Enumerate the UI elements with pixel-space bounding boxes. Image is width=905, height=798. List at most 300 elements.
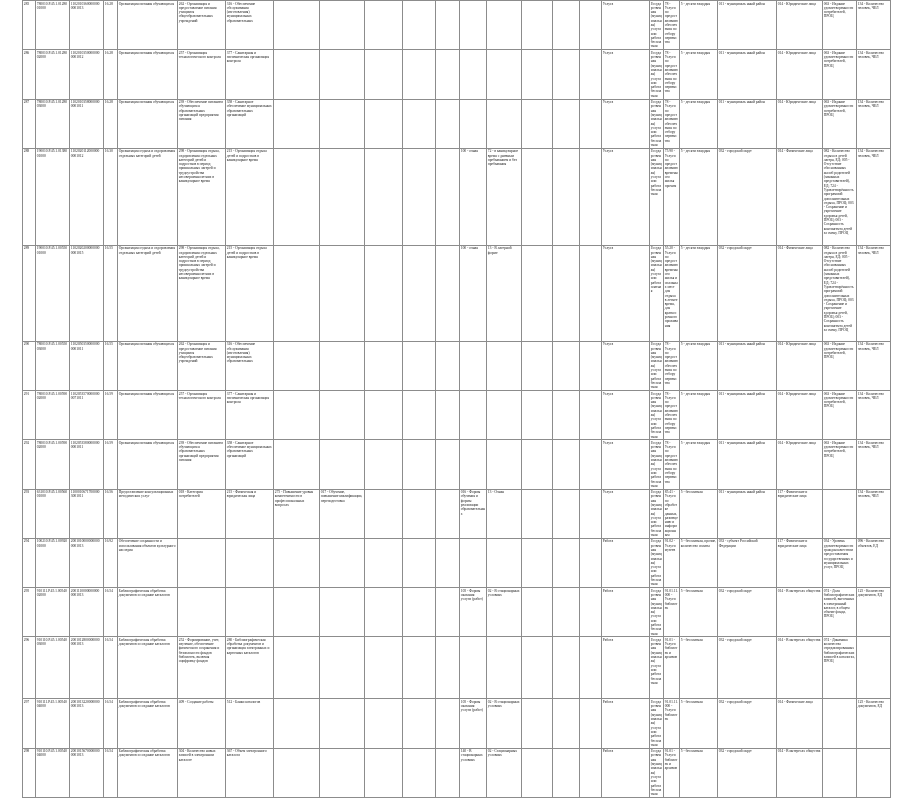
table-cell: 100210.Р.45.1.00920 01000 [36,538,70,587]
table-cell [320,588,365,637]
table-cell [403,489,436,538]
table-cell: 262 - Организация и предоставление питания учащимся общеобразовательных учреждений [178,341,226,390]
table-cell: 1102010350000000 0001012 [70,50,104,99]
table-cell: 16.54 [104,699,118,748]
table-cell [320,699,365,748]
table-cell [522,50,553,99]
table-cell: 257 - Организация технологического контроля [178,50,226,99]
table-cell: Услуга [602,50,650,99]
table-cell: 011 - муниципаль нный район [718,440,777,489]
table-cell: 91.01.11.000 - Услуги библиотек [664,588,680,637]
table-cell: Государственная (муниципальная) услуга или работа бесплатная [650,490,662,538]
table-cell [460,50,487,99]
table-cell: 16.28 [104,1,118,50]
table-row [23,637,891,699]
table-cell [522,748,553,797]
table-cell: 014 - Юридические лица [777,341,823,390]
table-cell [274,391,320,440]
table-cell: 292 [23,440,36,489]
table-cell: 5 - десяти ежиддня [680,1,718,50]
table-cell: 125 - Количество документов, ЕД [857,699,891,748]
table-cell: 298 [23,748,36,797]
table-cell: 190010.Р.45.1.01380 01000 [36,148,70,245]
table-cell [403,538,436,587]
table-cell [460,341,487,390]
table-cell [522,699,553,748]
table-cell: 16.59 [104,440,118,489]
table-cell [274,748,320,797]
table-cell [580,637,602,699]
table-cell [320,637,365,699]
table-cell: Работа [602,637,650,699]
table-cell [226,588,274,637]
table-cell [436,440,460,489]
table-cell [403,391,436,440]
registry-sheet [22,0,891,797]
table-cell: 1102053580000000 0001011 [70,440,104,489]
table-cell: 16.56 [104,489,118,538]
table-cell [580,1,602,50]
table-cell: 358 - Санитарное обеспечение муниципальных образовательных организаций [226,99,274,148]
table-row [23,148,891,245]
table-cell: 91.01.11.000 - Услуги библиотек [664,699,680,748]
table-cell: 1100010671700000 3001011 [70,489,104,538]
table-cell: 286 [23,50,36,99]
table-cell: Организация отдыха и оздоровления отдельных категорий детей [118,148,178,245]
table-cell: 134 - Количество человек, ЧЕЛ [857,489,891,538]
table-cell: 5 - десяти ежиддня [680,148,718,245]
table-cell: 293 [23,489,36,538]
table-row [23,391,891,440]
table-cell: Организация отдыха и оздоровления отдельных категорий детей [118,245,178,341]
table-cell: 014 - Физические лица [777,245,823,341]
table-cell [857,637,891,699]
table-cell [436,50,460,99]
table-cell: 032 - городской округ [718,148,777,245]
table-cell [365,637,403,699]
table-cell: 85.41 - Услуги по обработке данных, размещению и информационным [664,490,678,538]
table-cell [226,538,274,587]
table-cell: 1102010360000000 0001013 [70,1,104,50]
table-cell: 72 - в каникулярное время с дневным пребыванием и без пребывания [487,148,522,245]
table-cell: 5 - бесплатная [680,699,718,748]
table-cell [580,699,602,748]
table-row [23,440,891,489]
table-cell: Организация питания обучающихся [118,440,178,489]
table-cell: 032 - городской округ [718,699,777,748]
table-cell: 215 - Организация отдыха детей и подростков в каникулярное время [226,245,274,341]
table-cell: 910111.Р.45.1.00540 02000 [36,588,70,637]
table-cell: Государственная (муниципальная) услуга или работа бесплатная [650,342,662,390]
table-cell [365,588,403,637]
table-cell: 014 - Юридические лица [777,391,823,440]
table-cell [553,489,580,538]
table-cell: 105 - Формы оказания услуги (работ) [460,588,487,637]
table-cell: 910111.Р.45.1.00540 04000 [36,699,70,748]
table-cell [580,588,602,637]
table-cell [365,148,403,245]
table-cell: 096 - Количество объектов, ЕД [857,538,891,587]
table-cell [403,1,436,50]
table-cell: 011 - муниципаль нный район [718,341,777,390]
table-cell: 011 - муниципаль нный район [718,50,777,99]
table-cell [320,440,365,489]
table-cell: Библиографическая обработка документов и создание каталогов [118,637,178,699]
table-cell: 2001012800000000 0001013 [70,637,104,699]
table-cell [460,637,487,699]
table-cell: 033 - субъект Российской Федерации [718,538,777,587]
table-cell: Услуга [602,245,650,341]
table-cell [365,341,403,390]
table-cell: Государственная (муниципальная) услуга или работа бесплатная [650,50,662,98]
table-row [23,489,891,538]
table-row [23,588,891,637]
table-cell: Государственная (муниципальная) услуга или работа бесплатная [650,1,662,49]
table-cell: 78 - Услуги по предоставлению обеспечения по отбору первенства [664,99,680,148]
table-cell [274,538,320,587]
table-cell [553,391,580,440]
table-cell [365,391,403,440]
table-cell: 298 - Организация отдыха, оздоровления отдельных категорий детей и подростков в период пришкольных лагерей и трудоустройства несовершеннолетних в каникулярное время [178,148,226,245]
table-cell [460,99,487,148]
table-cell: 91.01 - Услуги библиотек и архивов [664,748,680,797]
table-cell: 215 - Физическая и юридическая лица [226,489,274,538]
table-cell [403,440,436,489]
table-cell: 275 - Повышение уровня компетентности в профессиональных вопросах [274,489,320,538]
table-cell [365,538,403,587]
table-cell: Предоставление консультационных методических услуг [118,489,178,538]
table-cell: 215 - Организация отдыха детей и подростков в каникулярное время [226,148,274,245]
table-cell: 063 - Издание удовлетворенности потребителей, ПРОЦ [823,391,857,440]
table-cell [320,50,365,99]
table-cell: Услуга [602,489,650,538]
table-cell: 296 [23,637,36,699]
table-cell [522,245,553,341]
table-cell: 074 - Динамика количества отредактированных библиографических записей в каталогах, ПРОЦ [823,637,857,699]
table-cell [365,245,403,341]
table-cell: 78 - Услуги по предоставлению обеспечения по отбору первенства [664,391,680,440]
table-cell: 1102053570000000 0071011 [70,391,104,440]
table-cell: 2001013220000000 0001013 [70,699,104,748]
table-cell [436,341,460,390]
table-cell: 5 - бесплатная [680,489,718,538]
table-cell: 014 - Физические лица [777,148,823,245]
table-cell [553,50,580,99]
table-cell: 117 - Физические и юридические лица [777,489,823,538]
table-cell [274,50,320,99]
table-cell [487,391,522,440]
table-cell [320,538,365,587]
table-cell: 134 - Количество человек, ЧЕЛ [857,148,891,245]
table-cell: 16.59 [104,391,118,440]
table-cell [487,50,522,99]
table-cell: 014 - В интересах общества [777,748,823,797]
table-cell: 2001015670000000 0001013 [70,748,104,797]
table-cell: 780010.Р.45.1.00590 02000 [36,391,70,440]
table-cell: Услуга [602,148,650,245]
table-cell [487,637,522,699]
table-cell: 910110.Р.45.1.00540 04000 [36,748,70,797]
table-cell [580,440,602,489]
table-cell [274,1,320,50]
table-cell [522,588,553,637]
table-cell: Организация питания обучающихся [118,1,178,50]
table-cell: Обеспечение сохранности и использования объектов культурного наследия [118,538,178,587]
table-cell: 5 - десяти ежиддня [680,391,718,440]
table-cell: Государственная (муниципальная) услуга или работа бесплатная [650,391,662,439]
table-cell: 063 - Издание удовлетворенности потребителей, ПРОЦ [823,50,857,99]
table-cell: Услуга [602,341,650,390]
table-cell [436,489,460,538]
table-row [23,748,891,797]
table-cell [522,99,553,148]
table-cell [274,699,320,748]
table-cell: 016 - Формы обучения и формы реализации образовательных [460,489,487,538]
table-cell: 032 - городской округ [718,748,777,797]
table-cell: Библиографическая обработка документов и создание каталогов [118,588,178,637]
table-cell [522,440,553,489]
registry-table-body [23,1,891,798]
table-cell: Государственная (муниципальная) услуга или работа бесплатная [650,539,662,587]
table-cell: 034 - Уровень удовлетворенности граждан качеством предоставления государственных и муниципальных услуг, ПРОЦ [823,538,857,587]
table-cell: 063 - Издание удовлетворенности потребителей, ПРОЦ [823,1,857,50]
table-cell [178,538,226,587]
table-cell: 5 - десяти ежиддня [680,440,718,489]
table-cell [580,148,602,245]
table-cell: 16.92 [104,538,118,587]
table-cell [553,440,580,489]
table-cell: 316 - Обеспечение обслуживания (изготовления) муниципальных образовательных [226,1,274,50]
table-cell [320,99,365,148]
table-cell [274,148,320,245]
table-cell: 16.30 [104,148,118,245]
table-cell: 297 [23,699,36,748]
table-cell: 287 [23,99,36,148]
table-cell: 5 - бесплатная [680,588,718,637]
table-cell: 02 - В стационарных условиях [487,588,522,637]
table-cell [522,341,553,390]
table-cell: 063 - Издание удовлетворенности потребителей, ПРОЦ [823,440,857,489]
table-cell [553,341,580,390]
table-cell [178,588,226,637]
table-cell: 1102020112000000 0001012 [70,148,104,245]
table-cell: 032 - городской округ [718,637,777,699]
table-cell: Государственная (муниципальная) услуга или работа бесплатная [650,637,664,699]
table-cell [436,637,460,699]
table-cell: 014 - Юридические лица [777,440,823,489]
table-cell [436,748,460,797]
table-cell [320,748,365,797]
table-cell: 082 - Количество отдыха в детей лагеря, ЕД; 005 - Отсутствие обоснованных жалоб родителей (законных представителей), ЕД; 724 - Удовлетворённость программой дополнительных отдыха, ПРОЦ; 003 - Сохранение и укрепление здоровья детей, ПРОЦ; 003 - Сохранность контингента детей за смену, ПРОЦ [823,245,857,341]
table-cell [436,391,460,440]
table-cell: 409 - Создание работы [178,699,226,748]
table-cell: 910110.Р.45.1.00540 03000 [36,637,70,699]
table-cell: 780010.Р.45.1.01280 02000 [36,50,70,99]
table-cell: Услуга [602,1,650,50]
table-cell: 91.01 - Услуги библиотек и архивов [664,637,680,699]
table-cell: 285 [23,1,36,50]
table-cell [522,637,553,699]
table-cell [580,489,602,538]
table-cell: 011 - муниципаль нный район [718,1,777,50]
table-row [23,1,891,50]
table-cell: 280 - Библиографическая обработка документов и организация электронных и карточных каталогов [226,637,274,699]
table-cell: 316 - Обеспечение обслуживания (изготовления) муниципальных образовательных [226,341,274,390]
table-cell: 1102020200000000 0001015 [70,245,104,341]
table-cell: 239 - Обеспечение питанием обучающихся образовательных организаций предприятия питания [178,440,226,489]
table-cell [580,99,602,148]
table-cell: 011 - муниципаль нный район [718,489,777,538]
table-cell [403,50,436,99]
table-cell [320,1,365,50]
table-cell [365,440,403,489]
table-cell: 780010.Р.45.1.01280 01000 [36,1,70,50]
table-cell: Библиографическая обработка документов и создание каталогов [118,699,178,748]
table-cell: 16.28 [104,99,118,148]
table-cell [403,341,436,390]
table-cell [460,1,487,50]
table-row [23,245,891,341]
table-cell [403,148,436,245]
table-cell [553,538,580,587]
table-cell [580,245,602,341]
table-cell [365,489,403,538]
table-cell [320,148,365,245]
table-cell [436,699,460,748]
table-cell: Работа [602,699,650,748]
table-cell [436,538,460,587]
table-cell [522,148,553,245]
table-cell: 367 - Объем электронного каталога [226,748,274,797]
table-cell [436,588,460,637]
table-cell: 295 [23,588,36,637]
table-row [23,99,891,148]
table-cell: 16.28 [104,50,118,99]
table-cell: 5 - десяти ежиддня [680,341,718,390]
table-cell [436,1,460,50]
table-cell [274,637,320,699]
table-row [23,50,891,99]
table-cell [365,1,403,50]
table-cell: 125 - Количество документов, ЕД [857,588,891,637]
table-cell: 100 - очная [460,245,487,341]
table-cell: Государственная (муниципальная) услуга или работа бесплатная [650,440,662,488]
table-cell: 291 [23,391,36,440]
table-cell: 014 - В интересах общества [777,588,823,637]
table-row [23,341,891,390]
table-row [23,538,891,587]
table-cell: 13 - В лагерной форме [487,245,522,341]
table-cell: Работа [602,748,650,797]
table-cell [436,148,460,245]
table-cell [403,588,436,637]
table-cell: 252 - Формирование, учет, изучение, обеспечение физического сохранения и безопасности фондов библиотек, включая оцифровку фондов [178,637,226,699]
table-cell [553,1,580,50]
table-cell: 2001110000000000 0001013 [70,588,104,637]
table-cell: 377 - Санитарная и гигиеническая организация контроля [226,391,274,440]
table-cell: 105 - Формы оказания услуги (работ) [460,699,487,748]
table-cell: Государственная (муниципальная) услуга или работа платная [650,245,664,341]
table-cell: Работа [602,588,650,637]
table-cell: 75.90 - Услуги по предоставлению временного жилья прочим [664,148,680,245]
table-cell: 288 [23,148,36,245]
table-cell: 780010.Р.45.1.01280 03000 [36,99,70,148]
table-cell: 78 - Услуги по предоставлению обеспечения по отбору первенства [664,440,680,489]
table-cell [365,699,403,748]
table-cell [403,748,436,797]
table-cell: 16.54 [104,588,118,637]
table-cell: 16.55 [104,245,118,341]
table-cell [365,748,403,797]
table-cell: 78 - Услуги по предоставлению обеспечения по отбору первенства [664,50,680,99]
table-cell: 100 - очная [460,148,487,245]
table-cell: 5 - десяти ежиддня [680,99,718,148]
table-cell [274,588,320,637]
table-cell [580,50,602,99]
table-cell: 014 - Юридические лица [777,1,823,50]
table-cell: 262 - Организация и предоставление питания учащимся общеобразовательных учреждений [178,1,226,50]
table-cell: Государственная (муниципальная) услуга или работа бесплатная [650,588,662,636]
table-cell: 290 [23,341,36,390]
table-cell: 5 - бесплатная [680,637,718,699]
table-cell [274,440,320,489]
table-cell [553,245,580,341]
table-cell: 5 - бесплатная [680,748,718,797]
table-cell [320,391,365,440]
table-cell [403,699,436,748]
table-cell [553,637,580,699]
table-cell [553,99,580,148]
table-cell [274,341,320,390]
table-cell: 134 - Количество человек, ЧЕЛ [857,99,891,148]
table-cell: 304 - Количество новых записей в электронном каталоге [178,748,226,797]
table-cell [553,748,580,797]
table-cell: 1102050350000000 0001011 [70,341,104,390]
table-cell [580,341,602,390]
table-cell [274,245,320,341]
table-cell: 014 - В интересах общества [777,637,823,699]
table-cell [580,538,602,587]
table-cell [487,341,522,390]
table-cell: 239 - Обеспечение питанием обучающихся образовательных организаций предприятия питания [178,99,226,148]
table-cell: 55.20 - Услуги по предоставлению временного жилья и спальных мест для отдыха в летнее время, для краткосрочного проживания [664,245,680,341]
table-cell [823,748,857,797]
table-cell [274,99,320,148]
table-cell [436,245,460,341]
table-cell [522,538,553,587]
table-row [23,699,891,748]
table-cell [857,748,891,797]
table-cell: 298 - Организация отдыха, оздоровления отдельных категорий детей и подростков в период пришкольных лагерей и трудоустройства несовершеннолетних в каникулярное время [178,245,226,341]
table-cell: 134 - Количество человек, ЧЕЛ [857,391,891,440]
table-cell: 014 - Юридические лица [777,50,823,99]
table-cell: 16.54 [104,637,118,699]
table-cell [436,99,460,148]
table-cell: 117 - Физические и юридические лица [777,538,823,587]
table-cell [320,245,365,341]
table-cell: Государственная (муниципальная) услуга или работа бесплатная [650,148,664,245]
table-cell: 190010.Р.45.1.00550 01000 [36,245,70,341]
table-cell: 16.55 [104,341,118,390]
table-cell [553,699,580,748]
table-cell: 294 [23,538,36,587]
table-cell: 134 - Количество человек, ЧЕЛ [857,50,891,99]
table-cell [460,391,487,440]
table-cell: Государственная (муниципальная) услуга или работа бесплатная [650,699,662,747]
table-cell [522,1,553,50]
table-cell [487,538,522,587]
table-cell [553,588,580,637]
